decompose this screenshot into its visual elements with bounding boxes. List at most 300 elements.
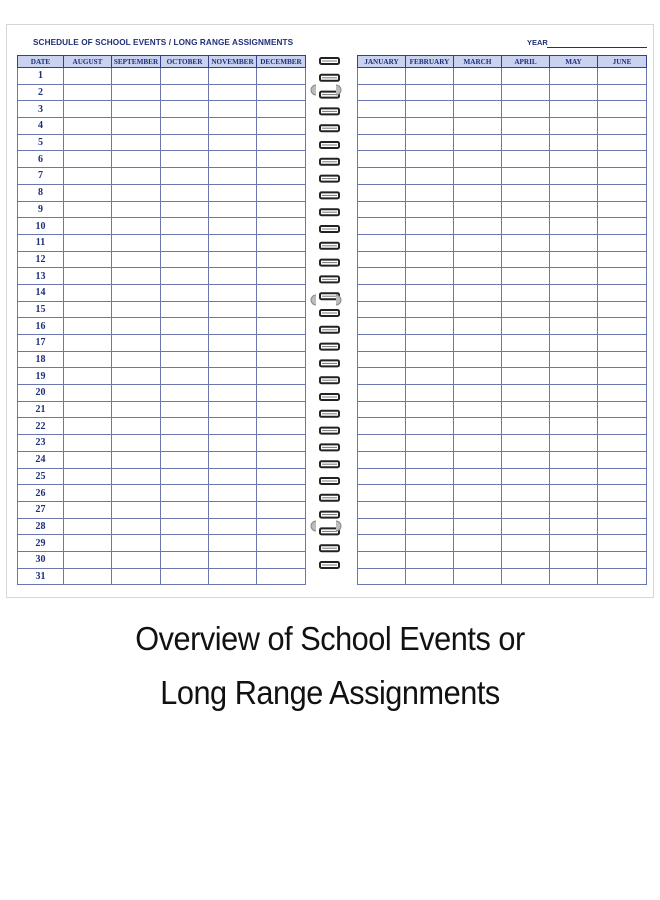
- entry-cell[interactable]: [502, 118, 550, 135]
- entry-cell[interactable]: [257, 134, 306, 151]
- entry-cell[interactable]: [454, 351, 502, 368]
- entry-cell[interactable]: [112, 118, 161, 135]
- entry-cell[interactable]: [209, 284, 257, 301]
- entry-cell[interactable]: [406, 234, 454, 251]
- entry-cell[interactable]: [64, 284, 112, 301]
- entry-cell[interactable]: [112, 284, 161, 301]
- entry-cell[interactable]: [406, 418, 454, 435]
- entry-cell[interactable]: [257, 351, 306, 368]
- entry-cell[interactable]: [358, 151, 406, 168]
- entry-cell[interactable]: [161, 301, 209, 318]
- entry-cell[interactable]: [112, 468, 161, 485]
- entry-cell[interactable]: [112, 84, 161, 101]
- entry-cell[interactable]: [112, 184, 161, 201]
- entry-cell[interactable]: [257, 68, 306, 85]
- entry-cell[interactable]: [209, 368, 257, 385]
- entry-cell[interactable]: [161, 168, 209, 185]
- entry-cell[interactable]: [257, 501, 306, 518]
- entry-cell[interactable]: [406, 535, 454, 552]
- entry-cell[interactable]: [257, 118, 306, 135]
- entry-cell[interactable]: [209, 268, 257, 285]
- entry-cell[interactable]: [209, 68, 257, 85]
- entry-cell[interactable]: [454, 335, 502, 352]
- entry-cell[interactable]: [454, 451, 502, 468]
- entry-cell[interactable]: [257, 251, 306, 268]
- entry-cell[interactable]: [161, 234, 209, 251]
- entry-cell[interactable]: [112, 268, 161, 285]
- entry-cell[interactable]: [502, 84, 550, 101]
- entry-cell[interactable]: [502, 268, 550, 285]
- entry-cell[interactable]: [257, 151, 306, 168]
- entry-cell[interactable]: [598, 418, 647, 435]
- entry-cell[interactable]: [550, 451, 598, 468]
- entry-cell[interactable]: [209, 468, 257, 485]
- entry-cell[interactable]: [161, 251, 209, 268]
- entry-cell[interactable]: [112, 501, 161, 518]
- entry-cell[interactable]: [112, 535, 161, 552]
- entry-cell[interactable]: [257, 485, 306, 502]
- entry-cell[interactable]: [112, 251, 161, 268]
- entry-cell[interactable]: [502, 535, 550, 552]
- entry-cell[interactable]: [406, 335, 454, 352]
- entry-cell[interactable]: [257, 518, 306, 535]
- entry-cell[interactable]: [502, 385, 550, 402]
- entry-cell[interactable]: [64, 418, 112, 435]
- entry-cell[interactable]: [64, 485, 112, 502]
- entry-cell[interactable]: [358, 184, 406, 201]
- entry-cell[interactable]: [209, 568, 257, 585]
- entry-cell[interactable]: [161, 485, 209, 502]
- entry-cell[interactable]: [257, 301, 306, 318]
- entry-cell[interactable]: [161, 84, 209, 101]
- year-blank-line[interactable]: [547, 47, 647, 48]
- entry-cell[interactable]: [209, 501, 257, 518]
- entry-cell[interactable]: [502, 435, 550, 452]
- entry-cell[interactable]: [502, 485, 550, 502]
- entry-cell[interactable]: [598, 568, 647, 585]
- entry-cell[interactable]: [406, 301, 454, 318]
- entry-cell[interactable]: [454, 151, 502, 168]
- entry-cell[interactable]: [502, 351, 550, 368]
- entry-cell[interactable]: [257, 368, 306, 385]
- entry-cell[interactable]: [358, 501, 406, 518]
- entry-cell[interactable]: [161, 501, 209, 518]
- entry-cell[interactable]: [502, 418, 550, 435]
- entry-cell[interactable]: [358, 218, 406, 235]
- entry-cell[interactable]: [209, 418, 257, 435]
- entry-cell[interactable]: [550, 101, 598, 118]
- entry-cell[interactable]: [598, 68, 647, 85]
- entry-cell[interactable]: [598, 201, 647, 218]
- entry-cell[interactable]: [550, 368, 598, 385]
- entry-cell[interactable]: [502, 218, 550, 235]
- entry-cell[interactable]: [502, 451, 550, 468]
- entry-cell[interactable]: [64, 268, 112, 285]
- entry-cell[interactable]: [454, 68, 502, 85]
- entry-cell[interactable]: [550, 151, 598, 168]
- entry-cell[interactable]: [358, 401, 406, 418]
- entry-cell[interactable]: [550, 535, 598, 552]
- entry-cell[interactable]: [257, 268, 306, 285]
- entry-cell[interactable]: [161, 551, 209, 568]
- entry-cell[interactable]: [454, 201, 502, 218]
- entry-cell[interactable]: [161, 284, 209, 301]
- entry-cell[interactable]: [550, 518, 598, 535]
- entry-cell[interactable]: [112, 418, 161, 435]
- entry-cell[interactable]: [112, 451, 161, 468]
- entry-cell[interactable]: [502, 201, 550, 218]
- entry-cell[interactable]: [454, 118, 502, 135]
- entry-cell[interactable]: [161, 134, 209, 151]
- entry-cell[interactable]: [598, 518, 647, 535]
- entry-cell[interactable]: [502, 551, 550, 568]
- entry-cell[interactable]: [550, 468, 598, 485]
- entry-cell[interactable]: [358, 335, 406, 352]
- entry-cell[interactable]: [64, 301, 112, 318]
- entry-cell[interactable]: [257, 201, 306, 218]
- entry-cell[interactable]: [598, 401, 647, 418]
- entry-cell[interactable]: [112, 168, 161, 185]
- entry-cell[interactable]: [454, 485, 502, 502]
- entry-cell[interactable]: [598, 101, 647, 118]
- entry-cell[interactable]: [112, 218, 161, 235]
- entry-cell[interactable]: [550, 418, 598, 435]
- entry-cell[interactable]: [598, 134, 647, 151]
- entry-cell[interactable]: [358, 168, 406, 185]
- entry-cell[interactable]: [64, 318, 112, 335]
- entry-cell[interactable]: [502, 568, 550, 585]
- entry-cell[interactable]: [598, 385, 647, 402]
- entry-cell[interactable]: [112, 335, 161, 352]
- entry-cell[interactable]: [64, 251, 112, 268]
- entry-cell[interactable]: [406, 501, 454, 518]
- entry-cell[interactable]: [598, 184, 647, 201]
- entry-cell[interactable]: [358, 418, 406, 435]
- entry-cell[interactable]: [358, 318, 406, 335]
- entry-cell[interactable]: [112, 134, 161, 151]
- entry-cell[interactable]: [161, 568, 209, 585]
- entry-cell[interactable]: [454, 501, 502, 518]
- entry-cell[interactable]: [406, 568, 454, 585]
- entry-cell[interactable]: [406, 451, 454, 468]
- entry-cell[interactable]: [358, 234, 406, 251]
- entry-cell[interactable]: [454, 184, 502, 201]
- entry-cell[interactable]: [358, 251, 406, 268]
- entry-cell[interactable]: [454, 535, 502, 552]
- entry-cell[interactable]: [358, 118, 406, 135]
- entry-cell[interactable]: [550, 234, 598, 251]
- entry-cell[interactable]: [112, 568, 161, 585]
- entry-cell[interactable]: [257, 385, 306, 402]
- entry-cell[interactable]: [161, 68, 209, 85]
- entry-cell[interactable]: [358, 485, 406, 502]
- entry-cell[interactable]: [64, 134, 112, 151]
- entry-cell[interactable]: [257, 568, 306, 585]
- entry-cell[interactable]: [454, 518, 502, 535]
- entry-cell[interactable]: [406, 101, 454, 118]
- entry-cell[interactable]: [550, 335, 598, 352]
- entry-cell[interactable]: [64, 151, 112, 168]
- entry-cell[interactable]: [502, 168, 550, 185]
- entry-cell[interactable]: [406, 284, 454, 301]
- entry-cell[interactable]: [64, 234, 112, 251]
- entry-cell[interactable]: [454, 268, 502, 285]
- entry-cell[interactable]: [112, 518, 161, 535]
- entry-cell[interactable]: [454, 551, 502, 568]
- entry-cell[interactable]: [64, 201, 112, 218]
- entry-cell[interactable]: [358, 468, 406, 485]
- entry-cell[interactable]: [161, 268, 209, 285]
- entry-cell[interactable]: [257, 234, 306, 251]
- entry-cell[interactable]: [257, 218, 306, 235]
- entry-cell[interactable]: [550, 301, 598, 318]
- entry-cell[interactable]: [209, 218, 257, 235]
- entry-cell[interactable]: [64, 385, 112, 402]
- entry-cell[interactable]: [257, 535, 306, 552]
- entry-cell[interactable]: [358, 101, 406, 118]
- entry-cell[interactable]: [209, 134, 257, 151]
- entry-cell[interactable]: [454, 468, 502, 485]
- entry-cell[interactable]: [257, 335, 306, 352]
- entry-cell[interactable]: [209, 168, 257, 185]
- entry-cell[interactable]: [502, 234, 550, 251]
- entry-cell[interactable]: [550, 401, 598, 418]
- entry-cell[interactable]: [209, 318, 257, 335]
- entry-cell[interactable]: [64, 351, 112, 368]
- entry-cell[interactable]: [257, 401, 306, 418]
- entry-cell[interactable]: [209, 401, 257, 418]
- entry-cell[interactable]: [406, 401, 454, 418]
- entry-cell[interactable]: [550, 68, 598, 85]
- entry-cell[interactable]: [550, 501, 598, 518]
- entry-cell[interactable]: [257, 551, 306, 568]
- entry-cell[interactable]: [209, 435, 257, 452]
- entry-cell[interactable]: [112, 485, 161, 502]
- entry-cell[interactable]: [64, 551, 112, 568]
- entry-cell[interactable]: [550, 168, 598, 185]
- entry-cell[interactable]: [598, 168, 647, 185]
- entry-cell[interactable]: [112, 101, 161, 118]
- entry-cell[interactable]: [550, 184, 598, 201]
- entry-cell[interactable]: [161, 218, 209, 235]
- entry-cell[interactable]: [598, 268, 647, 285]
- entry-cell[interactable]: [112, 351, 161, 368]
- entry-cell[interactable]: [112, 401, 161, 418]
- entry-cell[interactable]: [64, 568, 112, 585]
- entry-cell[interactable]: [161, 385, 209, 402]
- entry-cell[interactable]: [406, 168, 454, 185]
- entry-cell[interactable]: [112, 368, 161, 385]
- entry-cell[interactable]: [550, 84, 598, 101]
- entry-cell[interactable]: [161, 318, 209, 335]
- entry-cell[interactable]: [257, 468, 306, 485]
- entry-cell[interactable]: [161, 151, 209, 168]
- entry-cell[interactable]: [161, 118, 209, 135]
- entry-cell[interactable]: [598, 451, 647, 468]
- entry-cell[interactable]: [598, 251, 647, 268]
- entry-cell[interactable]: [598, 435, 647, 452]
- entry-cell[interactable]: [454, 218, 502, 235]
- entry-cell[interactable]: [64, 401, 112, 418]
- entry-cell[interactable]: [454, 84, 502, 101]
- entry-cell[interactable]: [550, 268, 598, 285]
- entry-cell[interactable]: [257, 435, 306, 452]
- entry-cell[interactable]: [112, 151, 161, 168]
- entry-cell[interactable]: [64, 451, 112, 468]
- entry-cell[interactable]: [502, 68, 550, 85]
- entry-cell[interactable]: [209, 518, 257, 535]
- entry-cell[interactable]: [502, 101, 550, 118]
- entry-cell[interactable]: [406, 385, 454, 402]
- entry-cell[interactable]: [358, 368, 406, 385]
- entry-cell[interactable]: [112, 385, 161, 402]
- entry-cell[interactable]: [64, 101, 112, 118]
- entry-cell[interactable]: [209, 301, 257, 318]
- entry-cell[interactable]: [209, 251, 257, 268]
- entry-cell[interactable]: [406, 68, 454, 85]
- entry-cell[interactable]: [598, 551, 647, 568]
- entry-cell[interactable]: [502, 468, 550, 485]
- entry-cell[interactable]: [598, 535, 647, 552]
- entry-cell[interactable]: [209, 151, 257, 168]
- entry-cell[interactable]: [550, 318, 598, 335]
- entry-cell[interactable]: [161, 535, 209, 552]
- entry-cell[interactable]: [454, 385, 502, 402]
- entry-cell[interactable]: [454, 301, 502, 318]
- entry-cell[interactable]: [112, 234, 161, 251]
- entry-cell[interactable]: [358, 568, 406, 585]
- entry-cell[interactable]: [209, 84, 257, 101]
- entry-cell[interactable]: [454, 284, 502, 301]
- entry-cell[interactable]: [161, 351, 209, 368]
- entry-cell[interactable]: [454, 401, 502, 418]
- entry-cell[interactable]: [358, 284, 406, 301]
- entry-cell[interactable]: [598, 218, 647, 235]
- entry-cell[interactable]: [161, 451, 209, 468]
- entry-cell[interactable]: [112, 551, 161, 568]
- entry-cell[interactable]: [598, 335, 647, 352]
- entry-cell[interactable]: [112, 435, 161, 452]
- entry-cell[interactable]: [358, 301, 406, 318]
- entry-cell[interactable]: [161, 418, 209, 435]
- entry-cell[interactable]: [257, 101, 306, 118]
- entry-cell[interactable]: [161, 335, 209, 352]
- entry-cell[interactable]: [454, 435, 502, 452]
- entry-cell[interactable]: [257, 168, 306, 185]
- entry-cell[interactable]: [406, 184, 454, 201]
- entry-cell[interactable]: [64, 368, 112, 385]
- entry-cell[interactable]: [598, 351, 647, 368]
- entry-cell[interactable]: [358, 68, 406, 85]
- entry-cell[interactable]: [64, 68, 112, 85]
- entry-cell[interactable]: [454, 251, 502, 268]
- entry-cell[interactable]: [161, 401, 209, 418]
- entry-cell[interactable]: [454, 368, 502, 385]
- entry-cell[interactable]: [161, 368, 209, 385]
- entry-cell[interactable]: [550, 485, 598, 502]
- entry-cell[interactable]: [64, 184, 112, 201]
- entry-cell[interactable]: [598, 151, 647, 168]
- entry-cell[interactable]: [550, 568, 598, 585]
- entry-cell[interactable]: [550, 385, 598, 402]
- entry-cell[interactable]: [64, 118, 112, 135]
- entry-cell[interactable]: [406, 485, 454, 502]
- entry-cell[interactable]: [406, 218, 454, 235]
- entry-cell[interactable]: [209, 385, 257, 402]
- entry-cell[interactable]: [358, 451, 406, 468]
- entry-cell[interactable]: [550, 284, 598, 301]
- entry-cell[interactable]: [598, 118, 647, 135]
- entry-cell[interactable]: [598, 84, 647, 101]
- entry-cell[interactable]: [257, 84, 306, 101]
- entry-cell[interactable]: [358, 84, 406, 101]
- entry-cell[interactable]: [550, 351, 598, 368]
- entry-cell[interactable]: [161, 518, 209, 535]
- entry-cell[interactable]: [161, 201, 209, 218]
- entry-cell[interactable]: [112, 301, 161, 318]
- entry-cell[interactable]: [358, 134, 406, 151]
- entry-cell[interactable]: [502, 318, 550, 335]
- entry-cell[interactable]: [64, 335, 112, 352]
- entry-cell[interactable]: [406, 151, 454, 168]
- entry-cell[interactable]: [257, 418, 306, 435]
- entry-cell[interactable]: [209, 351, 257, 368]
- entry-cell[interactable]: [209, 551, 257, 568]
- entry-cell[interactable]: [112, 68, 161, 85]
- entry-cell[interactable]: [406, 268, 454, 285]
- entry-cell[interactable]: [502, 134, 550, 151]
- entry-cell[interactable]: [358, 518, 406, 535]
- entry-cell[interactable]: [358, 351, 406, 368]
- entry-cell[interactable]: [257, 184, 306, 201]
- entry-cell[interactable]: [598, 301, 647, 318]
- entry-cell[interactable]: [161, 184, 209, 201]
- entry-cell[interactable]: [502, 401, 550, 418]
- entry-cell[interactable]: [550, 134, 598, 151]
- entry-cell[interactable]: [209, 535, 257, 552]
- entry-cell[interactable]: [209, 234, 257, 251]
- entry-cell[interactable]: [502, 301, 550, 318]
- entry-cell[interactable]: [406, 468, 454, 485]
- entry-cell[interactable]: [358, 435, 406, 452]
- entry-cell[interactable]: [161, 101, 209, 118]
- entry-cell[interactable]: [209, 451, 257, 468]
- entry-cell[interactable]: [550, 435, 598, 452]
- entry-cell[interactable]: [406, 351, 454, 368]
- entry-cell[interactable]: [502, 335, 550, 352]
- entry-cell[interactable]: [358, 535, 406, 552]
- entry-cell[interactable]: [454, 101, 502, 118]
- entry-cell[interactable]: [598, 284, 647, 301]
- entry-cell[interactable]: [64, 535, 112, 552]
- entry-cell[interactable]: [502, 284, 550, 301]
- entry-cell[interactable]: [406, 251, 454, 268]
- entry-cell[interactable]: [502, 184, 550, 201]
- entry-cell[interactable]: [550, 551, 598, 568]
- entry-cell[interactable]: [358, 201, 406, 218]
- entry-cell[interactable]: [406, 134, 454, 151]
- entry-cell[interactable]: [502, 518, 550, 535]
- entry-cell[interactable]: [598, 318, 647, 335]
- entry-cell[interactable]: [64, 435, 112, 452]
- entry-cell[interactable]: [358, 551, 406, 568]
- entry-cell[interactable]: [502, 368, 550, 385]
- entry-cell[interactable]: [209, 485, 257, 502]
- entry-cell[interactable]: [406, 201, 454, 218]
- entry-cell[interactable]: [550, 118, 598, 135]
- entry-cell[interactable]: [209, 118, 257, 135]
- entry-cell[interactable]: [161, 468, 209, 485]
